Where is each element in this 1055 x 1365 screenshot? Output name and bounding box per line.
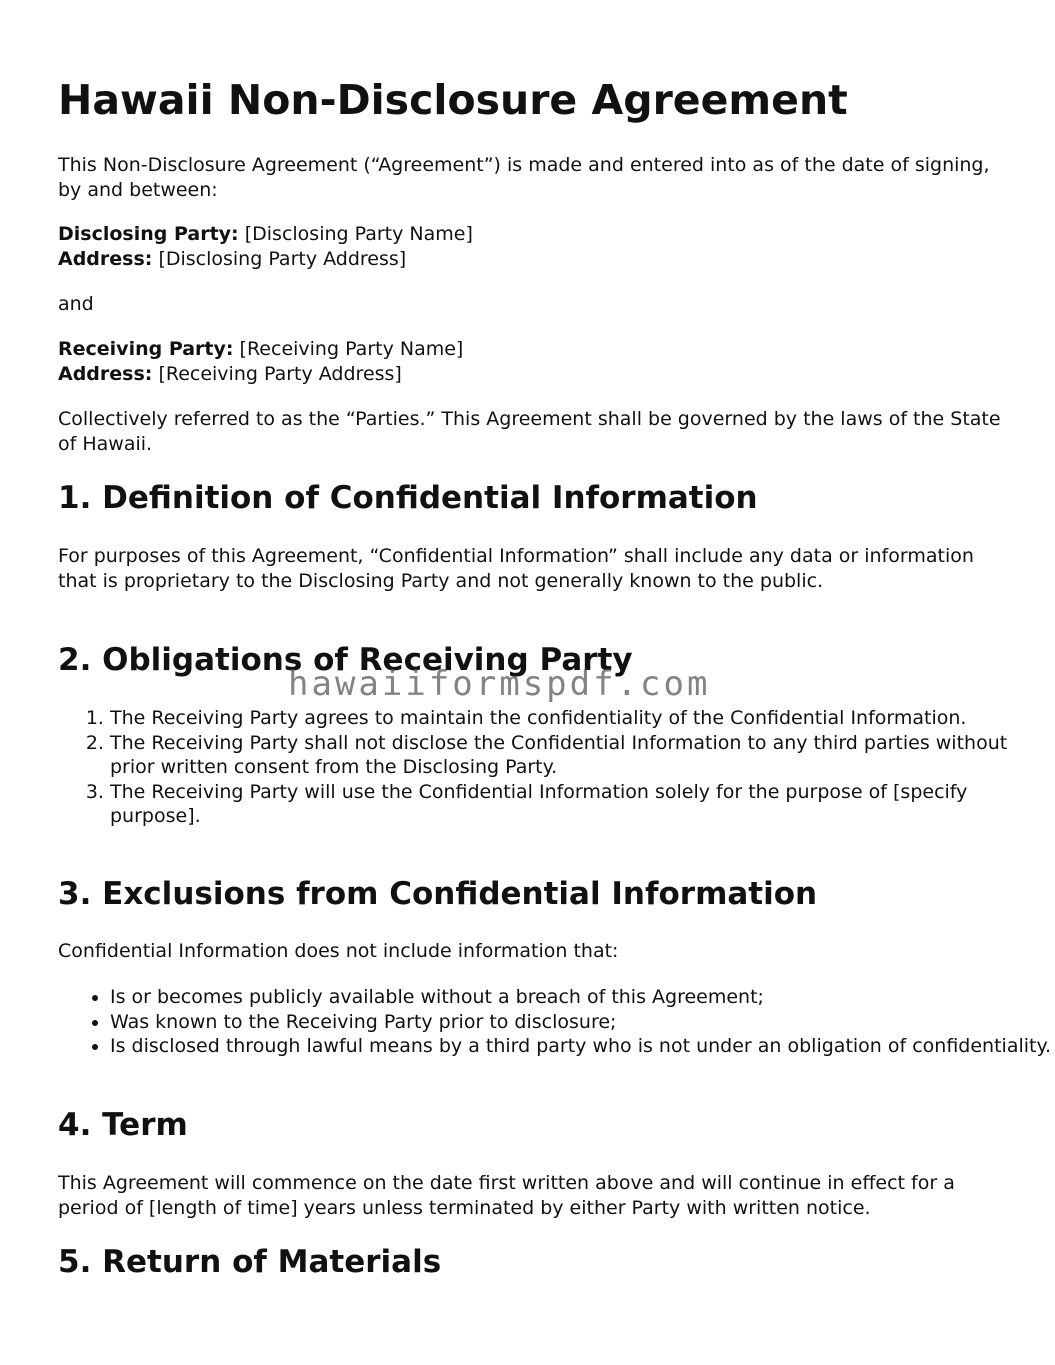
intro-paragraph: This Non-Disclosure Agreement (“Agreement”) is made and entered into as of the date of signing, by and between: [58,154,990,201]
watermark-text: hawaiiformspdf.com [288,664,711,704]
and-text: and [58,293,94,315]
section-4-body: This Agreement will commence on the date first written above and will continue in effect for a period of [length of time] years unless terminated by either Party with written notice. [58,1172,955,1219]
obligations-list [58,706,1055,829]
section-1-body: For purposes of this Agreement, “Confidential Information” shall include any data or information that is proprietary to the Disclosing Party and not generally known to the public. [58,545,974,592]
disclosing-party-block [58,222,1003,271]
section-3-body: Confidential Information does not include information that: [58,940,619,962]
collective-paragraph: Collectively referred to as the “Parties.” This Agreement shall be governed by the laws of the State of Hawaii. [58,408,1001,455]
section-3-heading: 3. Exclusions from Confidential Information [58,876,818,912]
list-item: 1. The Receiving Party agrees to maintain the confidentiality of the Confidential Information. [110,706,1055,731]
disclosing-party-value: [Disclosing Party Name] [244,223,473,245]
disclosing-party-label: Disclosing Party: [58,223,239,245]
section-5-heading: 5. Return of Materials [58,1244,442,1280]
list-item: • Was known to the Receiving Party prior to disclosure; [110,1010,1055,1035]
disclosing-address-label: Address: [58,247,153,270]
receiving-address-label: Address: [58,362,153,385]
disclosing-address-value: [Disclosing Party Address] [158,247,407,270]
disclosing-address-line [58,247,1003,272]
receiving-party-value: [Receiving Party Name] [239,338,464,360]
section-1-heading: 1. Definition of Confidential Information [58,480,758,516]
receiving-party-label: Receiving Party: [58,338,234,360]
section-2-heading: 2. Obligations of Receiving Party [58,642,633,678]
list-item: 3. The Receiving Party will use the Confidential Information solely for the purpose of [specify purpose]. [110,780,1055,829]
receiving-party-block [58,337,1003,386]
document-title: Hawaii Non-Disclosure Agreement [58,76,848,124]
section-4-heading: 4. Term [58,1107,188,1143]
exclusions-list [58,985,1055,1059]
receiving-party-line [58,337,1003,362]
list-item: 2. The Receiving Party shall not disclose the Confidential Information to any third parties without prior written consent from the Disclosing Party. [110,731,1055,780]
list-item: • Is disclosed through lawful means by a third party who is not under an obligation of confidentiality. [110,1034,1055,1059]
receiving-address-value: [Receiving Party Address] [158,362,402,385]
disclosing-party-line [58,222,1003,247]
list-item: • Is or becomes publicly available without a breach of this Agreement; [110,985,1055,1010]
receiving-address-line [58,362,1003,387]
